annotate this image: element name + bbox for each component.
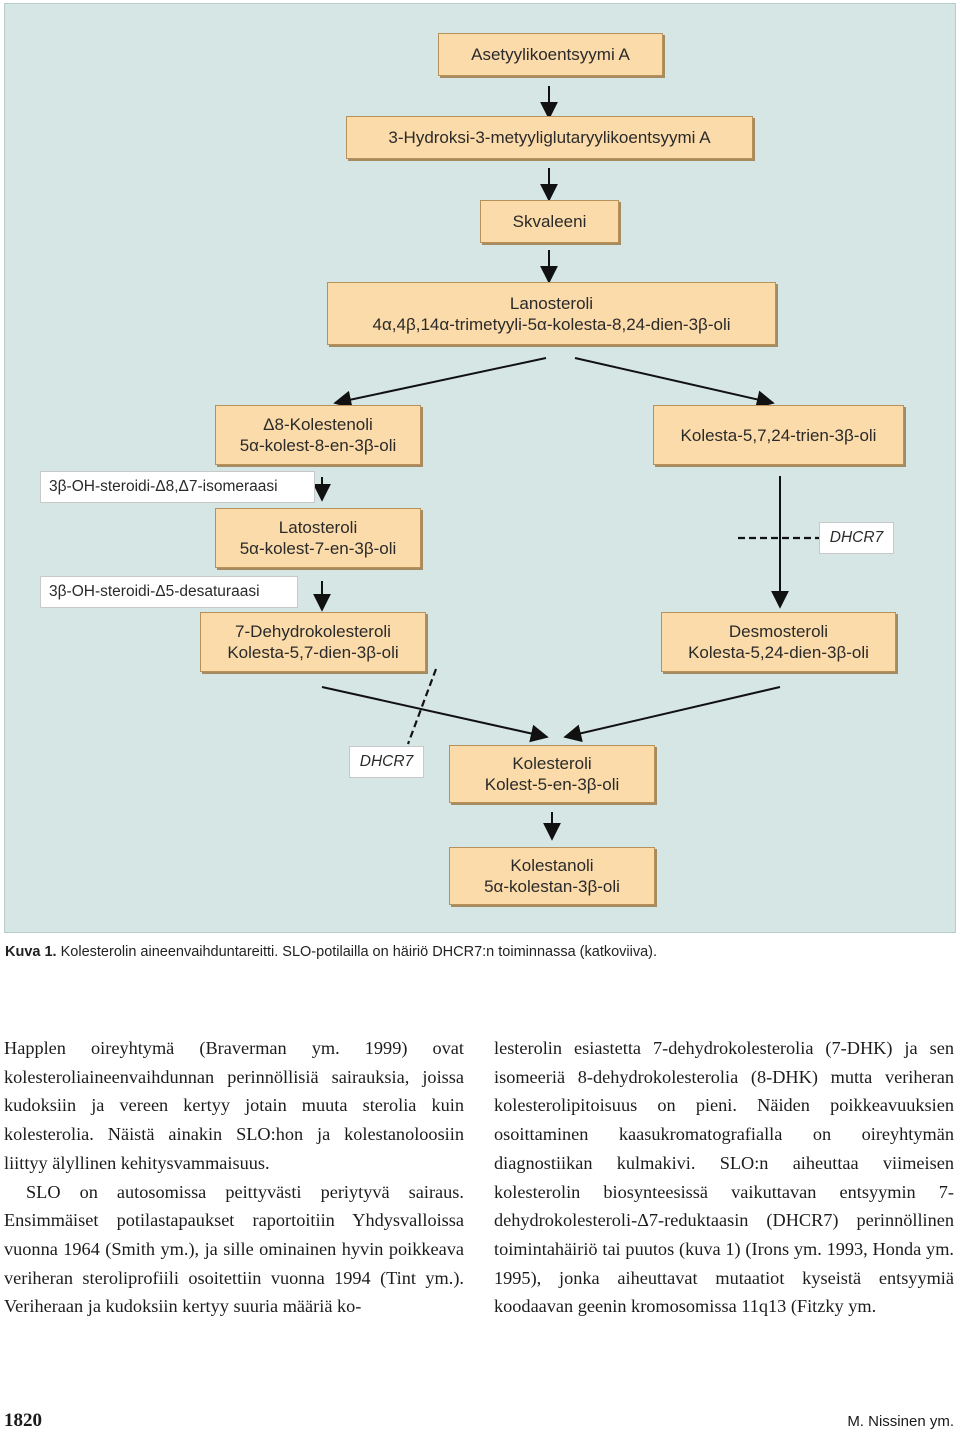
- node-7-dehydrocholesterol-iupac: Kolesta-5,7-dien-3β-oli: [227, 643, 399, 662]
- node-kolestenoli: [215, 405, 421, 465]
- node-desmosterol-name: Desmosteroli: [728, 622, 829, 641]
- node-latosterol: [215, 508, 421, 568]
- node-squalene: [480, 200, 619, 243]
- node-lanosterol-iupac: 4α,4β,14α-trimetyyli-5α-kolesta-8,24-dien-3β-oli: [372, 314, 731, 334]
- node-7-dehydrocholesterol-name: 7-Dehydrokolesteroli: [235, 622, 391, 641]
- enzyme-dhcr7-right-label: DHCR7: [829, 529, 884, 546]
- enzyme-dhcr7-left: [349, 746, 424, 778]
- arrow-desmosterol-cholesterol: [565, 687, 780, 737]
- figure-caption-label: Kuva 1.: [5, 944, 57, 960]
- arrow-lanosterol-trien: [575, 358, 773, 403]
- node-desmosterol-iupac: Kolesta-5,24-dien-3β-oli: [688, 643, 869, 662]
- enzyme-isomerase-label: 3β-OH-steroidi-Δ8,Δ7-isomeraasi: [49, 478, 278, 495]
- author-footer: M. Nissinen ym.: [847, 1413, 954, 1430]
- node-cholestanol-name: Kolestanoli: [510, 856, 594, 875]
- node-lanosterol-name: Lanosteroli: [509, 293, 594, 313]
- node-kolestenoli-name: Δ8-Kolestenoli: [263, 415, 373, 434]
- page-number: 1820: [4, 1410, 42, 1431]
- enzyme-desaturase: [40, 576, 298, 608]
- arrow-dhc-cholesterol: [322, 687, 547, 737]
- figure-caption-text: Kolesterolin aineenvaihduntareitti. SLO-potilailla on häiriö DHCR7:n toiminnassa (katkoviiva).: [56, 944, 658, 960]
- node-latosterol-iupac: 5α-kolest-7-en-3β-oli: [239, 539, 397, 558]
- enzyme-desaturase-label: 3β-OH-steroidi-Δ5-desaturaasi: [49, 583, 260, 600]
- node-desmosterol: [661, 612, 896, 672]
- node-lanosterol: [327, 282, 776, 345]
- body-right-paragraph-1: lesterolin esiastetta 7-dehydrokolesterolia (7-DHK) ja sen isomeeriä 8-dehydrokolesterolia (8-DHK) mutta veriheran kolesterolipitoisuus on pieni. Näiden poikkeavuuksien osoittaminen kaasukromatografialla on oireyhtymän diagnostiikan kulmakivi. SLO:n aiheuttaa viimeisen kolesterolin biosynteesissä vaikuttavan entsyymin 7-dehydrokolesteroli-Δ7-reduktaasin (DHCR7) perinnöllinen toimintahäiriö tai puutos (kuva 1) (Irons ym. 1993, Honda ym. 1995), jonka aiheuttavat mutaatiot kyseistä entsyymiä koodaavan geenin kromosomissa 11q13 (Fitzky ym.: [494, 1038, 954, 1317]
- body-column-right: [494, 1034, 954, 1321]
- node-acetyl-coa-label: Asetyylikoentsyymi A: [471, 45, 630, 64]
- pathway-figure: [4, 3, 956, 933]
- figure-caption: [5, 944, 657, 960]
- node-cholestanol-iupac: 5α-kolestan-3β-oli: [484, 877, 620, 896]
- node-acetyl-coa: [438, 33, 663, 76]
- enzyme-dhcr7-left-label: DHCR7: [359, 753, 414, 770]
- node-trien-label: Kolesta-5,7,24-trien-3β-oli: [680, 425, 877, 445]
- node-cholesterol-name: Kolesteroli: [512, 754, 592, 773]
- node-cholesterol-iupac: Kolest-5-en-3β-oli: [484, 775, 620, 794]
- node-squalene-label: Skvaleeni: [512, 212, 587, 231]
- enzyme-isomerase: [40, 471, 315, 503]
- node-trien: [653, 405, 904, 465]
- enzyme-dhcr7-right: [819, 522, 894, 554]
- arrow-lanosterol-kolestenoli: [335, 358, 546, 403]
- node-cholesterol: [449, 745, 655, 803]
- node-hmg-coa: [346, 116, 753, 159]
- node-cholestanol: [449, 847, 655, 905]
- body-column-left: [4, 1034, 464, 1321]
- node-7-dehydrocholesterol: [200, 612, 426, 672]
- body-left-paragraph-2: SLO on autosomissa peittyvästi periytyvä sairaus. Ensimmäiset potilastapaukset raportoitiin Yhdysvalloissa vuonna 1964 (Smith ym.), ja sille ominainen hyvin poikkeava veriheran steroliprofiili osoitettiin vuonna 1994 (Tint ym.). Veriheraan ja kudoksiin kertyy suuria määriä ko-: [4, 1181, 464, 1317]
- body-left-paragraph-1: Happlen oireyhtymä (Braverman ym. 1999) ovat kolesteroliaineenvaihdunnan perinnöllisiä sairauksia, joissa kudoksiin ja vereen kertyy jotain muuta sterolia kuin kolesterolia. Näistä ainakin SLO:hon ja kolestanoloosiin liittyy älyllinen kehitysvammaisuus.: [4, 1038, 464, 1173]
- node-kolestenoli-iupac: 5α-kolest-8-en-3β-oli: [239, 436, 397, 455]
- node-hmg-coa-label: 3-Hydroksi-3-metyyliglutaryylikoentsyymi A: [388, 128, 711, 147]
- node-latosterol-name: Latosteroli: [278, 518, 358, 537]
